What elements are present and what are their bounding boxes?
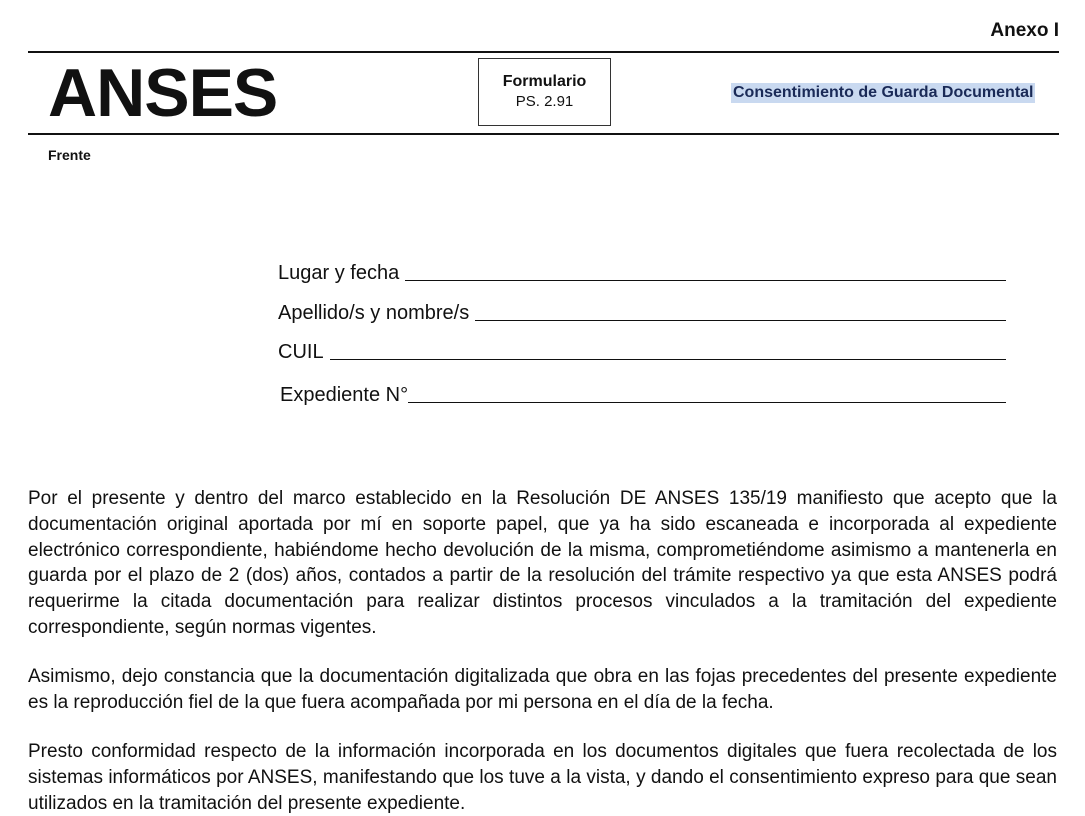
- place-date-line[interactable]: [405, 279, 1006, 281]
- annex-label: Anexo I: [990, 20, 1059, 41]
- file-number-field[interactable]: [280, 384, 1006, 407]
- cuil-label: CUIL: [278, 341, 324, 363]
- cuil-line[interactable]: [330, 358, 1006, 360]
- side-label: Frente: [48, 147, 91, 163]
- place-date-field[interactable]: [278, 262, 1006, 285]
- place-date-label: Lugar y fecha: [278, 262, 400, 284]
- name-line[interactable]: [475, 319, 1006, 321]
- anses-logo: ANSES: [48, 55, 278, 131]
- name-field[interactable]: [278, 302, 1006, 325]
- consent-paragraph-1: Por el presente y dentro del marco establecido en la Resolución DE ANSES 135/19 manifiesto que acepto que la documentación original aportada por mí en soporte papel, que ya ha sido escaneada e incorporada al expediente electrónico correspondiente, habiéndome hecho devolución de la misma, comprometiéndome asimismo a mantenerla en guarda por el plazo de 2 (dos) años, contados a partir de la resolución del trámite respectivo ya que esta ANSES podrá requerirme la citada documentación para realizar distintos procesos vinculados a la tramitación del expediente correspondiente, según normas vigentes.: [28, 488, 1057, 638]
- form-code: PS. 2.91: [515, 93, 574, 110]
- consent-paragraph-2: Asimismo, dejo constancia que la documentación digitalizada que obra en las fojas precedentes del presente expediente es la reproducción fiel de la que fuera acompañada por mi persona en el día de la fecha.: [28, 666, 1057, 713]
- consent-paragraph-3: Presto conformidad respecto de la información incorporada en los documentos digitales que fuera recolectada de los sistemas informáticos por ANSES, manifestando que los tuve a la vista, y dando el consentimiento expreso para que sean utilizados en la tramitación del presente expediente.: [28, 741, 1057, 814]
- file-number-label: Expediente N°: [280, 384, 409, 406]
- cuil-field[interactable]: [278, 341, 1006, 364]
- form-label: Formulario: [502, 73, 587, 90]
- form-code-box: [478, 58, 611, 126]
- name-label: Apellido/s y nombre/s: [278, 302, 470, 324]
- file-number-line[interactable]: [408, 401, 1006, 403]
- document-title[interactable]: Consentimiento de Guarda Documental: [733, 84, 1034, 101]
- header-top-rule: [28, 51, 1059, 53]
- header-bottom-rule: [28, 133, 1059, 135]
